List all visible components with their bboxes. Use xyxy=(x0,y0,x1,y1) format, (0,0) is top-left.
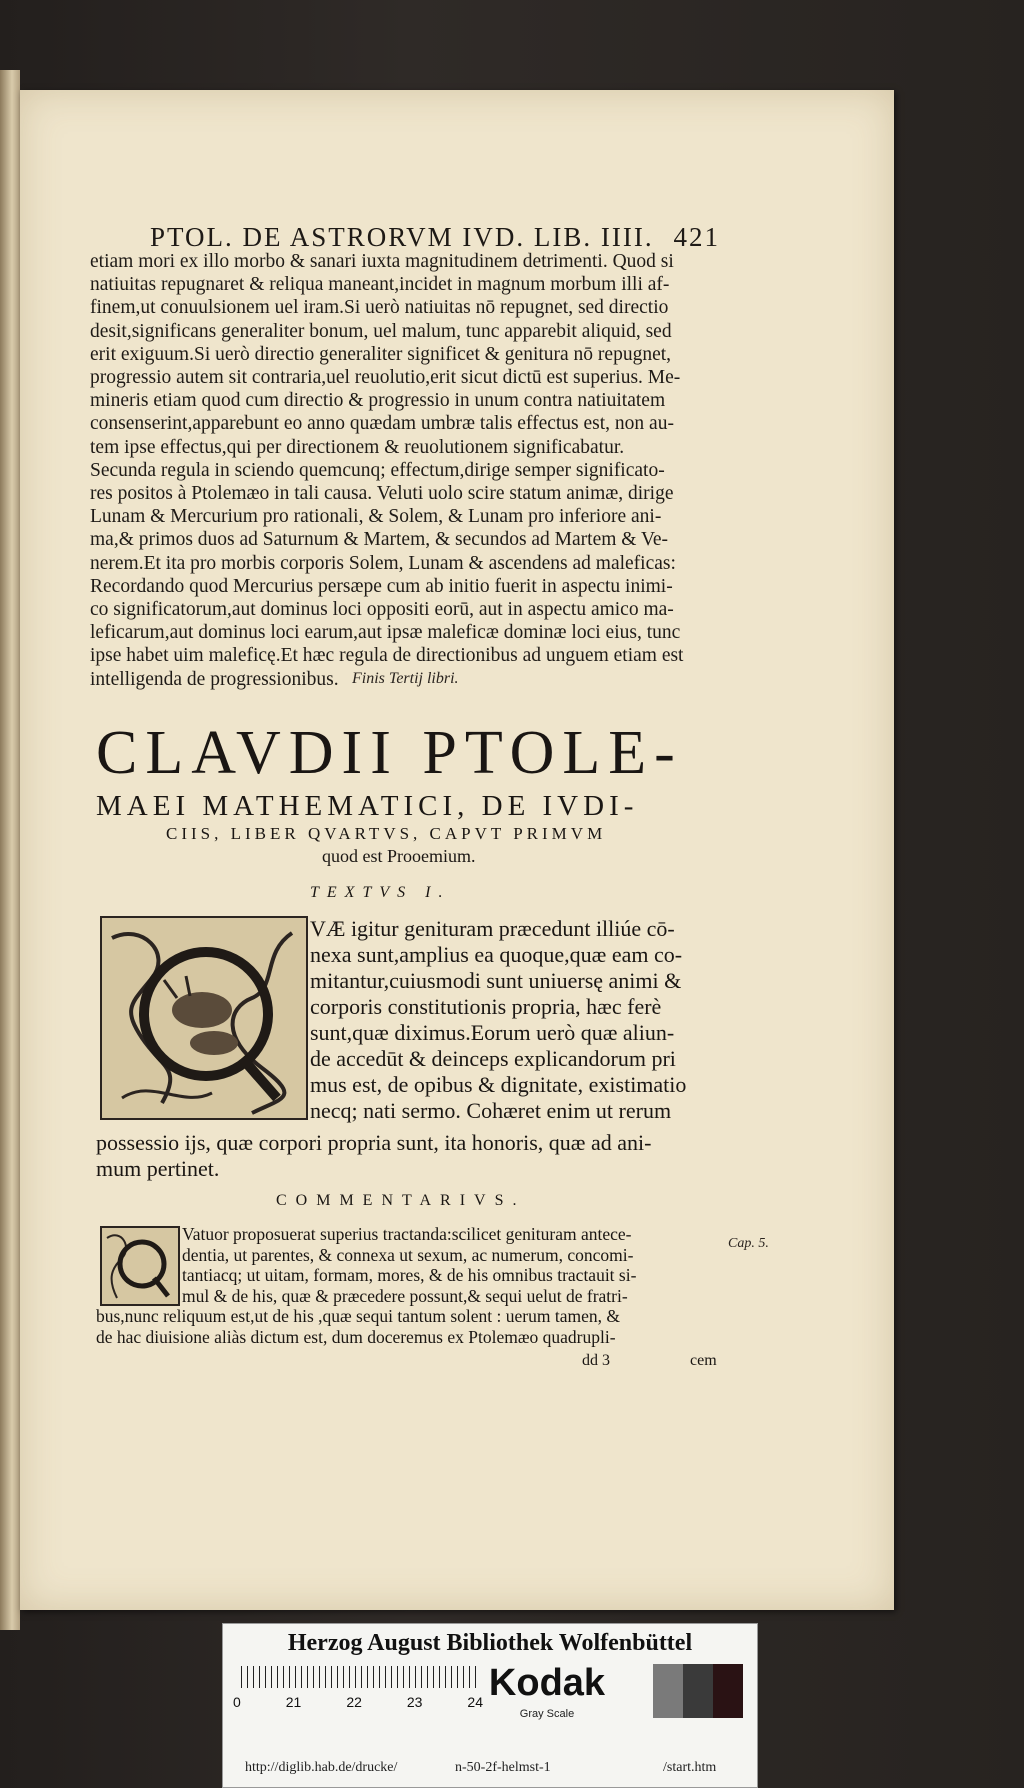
chapter-title-line1: CLAVDII PTOLE- xyxy=(96,719,683,787)
finis-note: Finis Tertij libri. xyxy=(352,670,459,687)
text-line: possessio ijs, quæ corpori propria sunt, ita honoris, quæ ad ani- xyxy=(96,1130,652,1155)
text-line: tantiacq; ut uitam, formam, mores, & de his omnibus tractauit si- xyxy=(182,1265,637,1285)
gray-swatch xyxy=(713,1664,743,1718)
ruler-number: 24 xyxy=(467,1694,483,1710)
text-line: dentia, ut parentes, & connexa ut sexum, ac numerum, concomi- xyxy=(182,1244,634,1265)
marginal-note: Cap. 5. xyxy=(728,1236,769,1251)
text-line: mineris etiam quod cum directio & progressio in unum contra natiuitatem xyxy=(90,390,666,412)
body-text xyxy=(90,250,740,691)
text-line: ipse habet uim maleficę.Et hæc regula de directionibus ad unguem etiam est xyxy=(90,645,684,667)
measurement-ruler xyxy=(241,1666,481,1688)
text-line: sunt,quæ diximus.Eorum uerò quæ aliun- xyxy=(310,1020,675,1045)
url-mid[interactable]: n-50-2f-helmst-1 xyxy=(455,1760,551,1775)
text-line: bus,nunc reliquum est,ut de his ,quæ sequi tantum solent : uerum tamen, & xyxy=(96,1306,620,1326)
kodak-logo: Kodak xyxy=(488,1662,606,1704)
textus-heading: TEXTVS I. xyxy=(310,884,451,901)
text-line: co significatorum,aut dominus loci oppositi eorū, aut in aspectu amico ma- xyxy=(90,599,674,621)
url-left[interactable]: http://diglib.hab.de/drucke/ xyxy=(245,1760,398,1775)
text-line: de accedūt & deinceps explicandorum pri xyxy=(310,1046,676,1071)
text-line: Lunam & Mercurium pro rationali, & Solem, & Lunam pro inferiore ani- xyxy=(90,506,662,528)
text-line: etiam mori ex illo morbo & sanari iuxta magnitudinem detrimenti. Quod si xyxy=(90,251,674,272)
gray-swatch xyxy=(653,1664,683,1718)
text-line: Secunda regula in sciendo quemcunq; effectum,dirige semper significato- xyxy=(90,459,665,481)
folio-number: 421 xyxy=(673,222,720,252)
text-line: nexa sunt,amplius ea quoque,quæ eam co- xyxy=(310,942,683,967)
text-line: tem ipse effectus,qui per directionem & reuolutionem significabatur. xyxy=(90,436,625,458)
gray-swatch xyxy=(683,1664,713,1718)
catchword: cem xyxy=(690,1352,717,1369)
text-line: necq; nati sermo. Cohæret enim ut rerum xyxy=(310,1098,672,1123)
commentarius-text-tail xyxy=(96,1306,724,1347)
ruler-number: 21 xyxy=(285,1694,302,1710)
ruler-number: 0 xyxy=(233,1694,241,1710)
text-line: Vatuor proposuerat superius tractanda:scilicet genituram antece- xyxy=(182,1224,632,1244)
commentarius-text xyxy=(182,1224,724,1306)
text-line: corporis constitutionis propria, hæc ferè xyxy=(310,994,662,1019)
commentarius-heading: COMMENTARIVS. xyxy=(276,1192,526,1209)
text-line: VÆ igitur genituram præcedunt illiúe cō- xyxy=(310,916,675,941)
running-head-title: PTOL. DE ASTRORVM IVD. LIB. IIII. xyxy=(150,222,654,252)
text-line: leficarum,aut dominus loci earum,aut ipsæ maleficæ dominæ loci eius, tunc xyxy=(90,622,681,644)
woodcut-initial-q-small xyxy=(100,1226,180,1306)
text-line: de hac diuisione aliàs dictum est, dum doceremus ex Ptolemæo quadrupli- xyxy=(96,1326,616,1347)
text-line: mul & de his, quæ & præcedere possunt,& sequi uelut de fratri- xyxy=(182,1285,628,1306)
ruler-numbers xyxy=(233,1694,483,1710)
ruler-number: 23 xyxy=(406,1694,423,1710)
text-line: mum pertinet. xyxy=(96,1156,220,1181)
woodcut-initial-q xyxy=(100,916,308,1120)
textus-text xyxy=(310,916,742,1124)
text-line: mitantur,cuiusmodi sunt uniuersę animi & xyxy=(310,968,682,993)
book-spine-edge xyxy=(0,70,20,1630)
woodcut-initial-q-art xyxy=(102,918,306,1118)
text-line: desit,significans generaliter bonum, uel malum, tunc apparebit aliquid, sed xyxy=(90,320,672,342)
chapter-title-line4: quod est Prooemium. xyxy=(322,846,476,866)
text-line: ma,& primos duos ad Saturnum & Martem, & secundos ad Martem & Ve- xyxy=(90,529,669,551)
gray-scale-label: Gray Scale xyxy=(519,1708,575,1720)
text-line: natiuitas repugnaret & reliqua maneant,incidet in magnum morbum illi af- xyxy=(90,274,670,296)
text-line: nerem.Et ita pro morbis corporis Solem, Lunam & ascendens ad maleficas: xyxy=(90,552,676,574)
chapter-title-line2: MAEI MATHEMATICI, DE IVDI- xyxy=(96,790,639,822)
textus-text-tail xyxy=(96,1130,742,1182)
text-line: res positos à Ptolemæo in tali causa. Veluti uolo scire statum animæ, dirige xyxy=(90,483,674,505)
text-line: mus est, de opibus & dignitate, existimatio xyxy=(310,1072,687,1097)
woodcut-initial-q-small-art xyxy=(102,1228,178,1304)
signature-mark: dd 3 xyxy=(582,1352,610,1369)
chapter-title-line3: CIIS, LIBER QVARTVS, CAPVT PRIMVM xyxy=(166,824,607,843)
url-right[interactable]: /start.htm xyxy=(663,1760,717,1775)
running-head xyxy=(150,222,720,253)
library-card xyxy=(222,1623,758,1788)
text-line: Recordando quod Mercurius persæpe cum ab initio fuerit in aspectu inimi- xyxy=(90,575,673,597)
ruler-number: 22 xyxy=(346,1694,362,1710)
text-line: progressio autem sit contraria,uel reuolutio,erit sicut dictū est superius. Me- xyxy=(90,367,681,389)
gray-swatches xyxy=(653,1664,743,1718)
text-line: finem,ut conuulsionem uel iram.Si uerò natiuitas nō repugnet, sed directio xyxy=(90,297,669,319)
library-name: Herzog August Bibliothek Wolfenbüttel xyxy=(287,1630,693,1656)
text-line: erit exiguum.Si uerò directio generaliter significet & genitura nō repugnet, xyxy=(90,343,672,365)
card-footer xyxy=(223,1756,757,1786)
text-line: consenserint,apparebunt eo anno quædam umbræ talis effectus est, non au- xyxy=(90,413,674,435)
text-line: intelligenda de progressionibus. xyxy=(90,668,339,690)
